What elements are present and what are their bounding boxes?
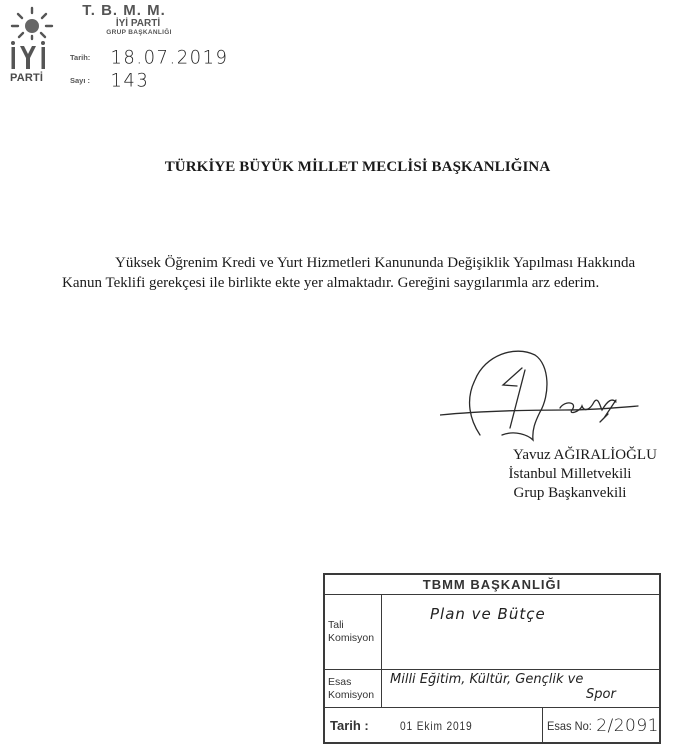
- stamp-esas-no-cell: [543, 708, 660, 743]
- stamp-date-cell: [325, 708, 543, 743]
- header-number-row: [70, 70, 149, 91]
- org-header: [74, 3, 174, 37]
- header-date-row: [70, 47, 229, 68]
- header-date-value: 18.07.2019: [110, 46, 229, 69]
- sun-icon: [4, 6, 60, 72]
- esas-no-value: 2/2091: [596, 715, 659, 736]
- document-title: TÜRKİYE BÜYÜK MİLLET MECLİSİ BAŞKANLIĞINA: [164, 159, 551, 175]
- stamp-date-value: 01 Ekim 2019: [400, 718, 473, 733]
- header-number-value: 143: [110, 69, 150, 92]
- stamp-row-tali: [325, 595, 659, 670]
- stamp-row-date: [325, 708, 659, 743]
- registry-stamp: [323, 573, 661, 744]
- header-date-label: Tarih:: [70, 53, 91, 62]
- org-line-3: GRUP BAŞKANLIĞI: [106, 29, 172, 36]
- esas-value-line-1: Milli Eğitim, Kültür, Gençlik ve: [390, 672, 584, 687]
- stamp-row-esas: [325, 670, 659, 708]
- tali-label-line-2: Komisyon: [328, 632, 375, 644]
- stamp-header: TBMM BAŞKANLIĞI: [325, 575, 659, 595]
- signatory-name: Yavuz AĞIRALİOĞLU: [513, 447, 657, 463]
- signatory-title-1: İstanbul Milletvekili: [508, 466, 632, 482]
- signatory-block: [470, 446, 670, 503]
- esas-no-label: Esas No:: [546, 718, 592, 733]
- tali-label-line-1: Tali: [328, 619, 344, 631]
- tali-value-text: Plan ve Bütçe: [430, 605, 546, 623]
- esas-label-line-2: Komisyon: [328, 688, 375, 701]
- esas-label-line-1: Esas: [328, 675, 352, 688]
- esas-value: [382, 670, 659, 707]
- logo-subword: PARTİ: [10, 72, 44, 84]
- party-logo: [4, 6, 60, 86]
- document-body: [62, 253, 674, 293]
- header-number-label: Sayı :: [70, 76, 91, 85]
- tali-value: [382, 595, 659, 669]
- stamp-date-label: Tarih :: [330, 718, 369, 733]
- org-line-2: İYİ PARTİ: [115, 18, 161, 29]
- org-line-1: T. B. M. M.: [82, 2, 166, 19]
- esas-label: [325, 670, 382, 707]
- body-line-1: Yüksek Öğrenim Kredi ve Yurt Hizmetleri Kanununda Değişiklik Yapılması Hakkında: [115, 255, 636, 271]
- esas-value-line-2: Spor: [586, 687, 616, 702]
- body-line-2: Kanun Teklifi gerekçesi ile birlikte ekte yer almaktadır. Gereğini saygılarımla arz ederim.: [62, 275, 600, 291]
- signature-icon: [440, 340, 640, 445]
- tali-label: [325, 595, 382, 669]
- signatory-title-2: Grup Başkanvekili: [513, 485, 627, 501]
